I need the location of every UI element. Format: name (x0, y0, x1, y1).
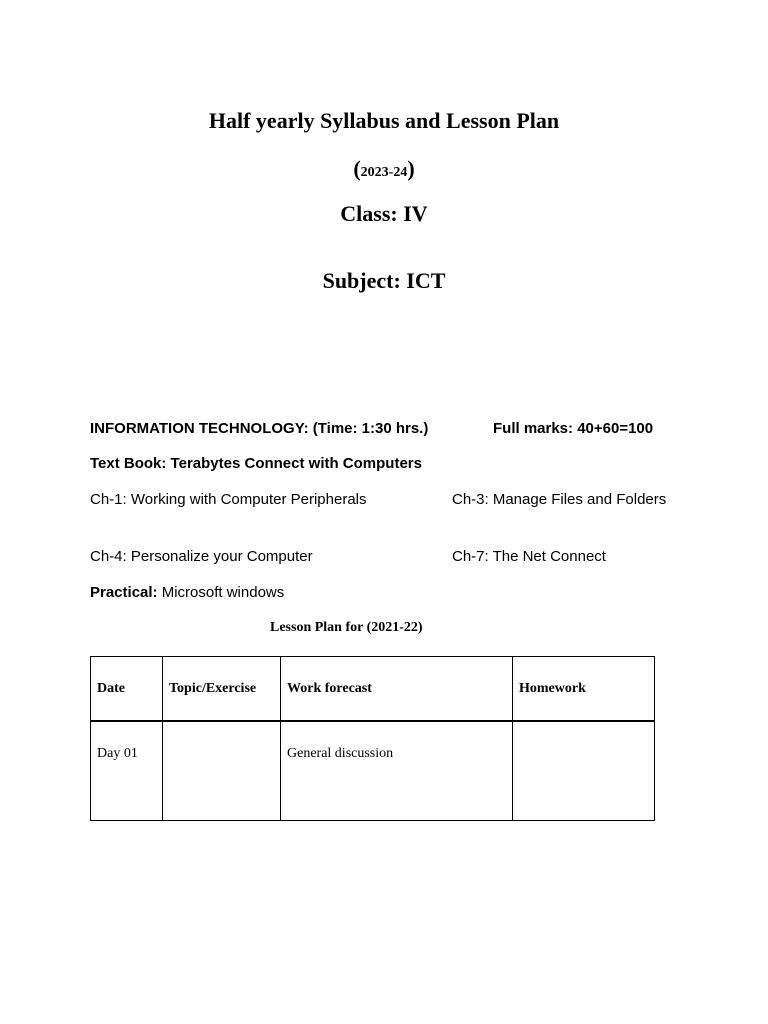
lesson-plan-heading: Lesson Plan for (2021-22) (270, 620, 423, 635)
chapter-7: Ch-7: The Net Connect (452, 548, 606, 565)
column-header-homework: Homework (513, 657, 655, 722)
text-book-line: Text Book: Terabytes Connect with Computers (90, 455, 422, 472)
cell-date: Day 01 (91, 721, 163, 820)
table-header-row (91, 657, 655, 722)
document-title: Half yearly Syllabus and Lesson Plan (208, 108, 560, 133)
column-header-date: Date (91, 657, 163, 722)
chapter-1: Ch-1: Working with Computer Peripherals (90, 491, 367, 508)
year-open-paren: ( (353, 156, 361, 181)
chapter-4: Ch-4: Personalize your Computer (90, 548, 313, 565)
column-header-topic: Topic/Exercise (163, 657, 281, 722)
column-header-work-forecast: Work forecast (281, 657, 513, 722)
table-row (91, 721, 655, 820)
lesson-plan-table (90, 656, 655, 821)
full-marks: Full marks: 40+60=100 (493, 420, 654, 437)
cell-work-forecast: General discussion (281, 721, 513, 820)
year-value: 2023-24 (360, 165, 408, 180)
class-line: Class: IV (340, 201, 428, 226)
subject-line: Subject: ICT (322, 268, 446, 293)
info-technology-heading: INFORMATION TECHNOLOGY: (Time: 1:30 hrs.) (90, 420, 429, 437)
practical-value: Microsoft windows (157, 584, 285, 601)
academic-year (0, 156, 768, 182)
cell-topic (163, 721, 281, 820)
year-close-paren: ) (407, 156, 415, 181)
chapter-3: Ch-3: Manage Files and Folders (452, 491, 667, 508)
practical-label: Practical: (90, 584, 158, 601)
practical-line (90, 584, 284, 601)
cell-homework (513, 721, 655, 820)
